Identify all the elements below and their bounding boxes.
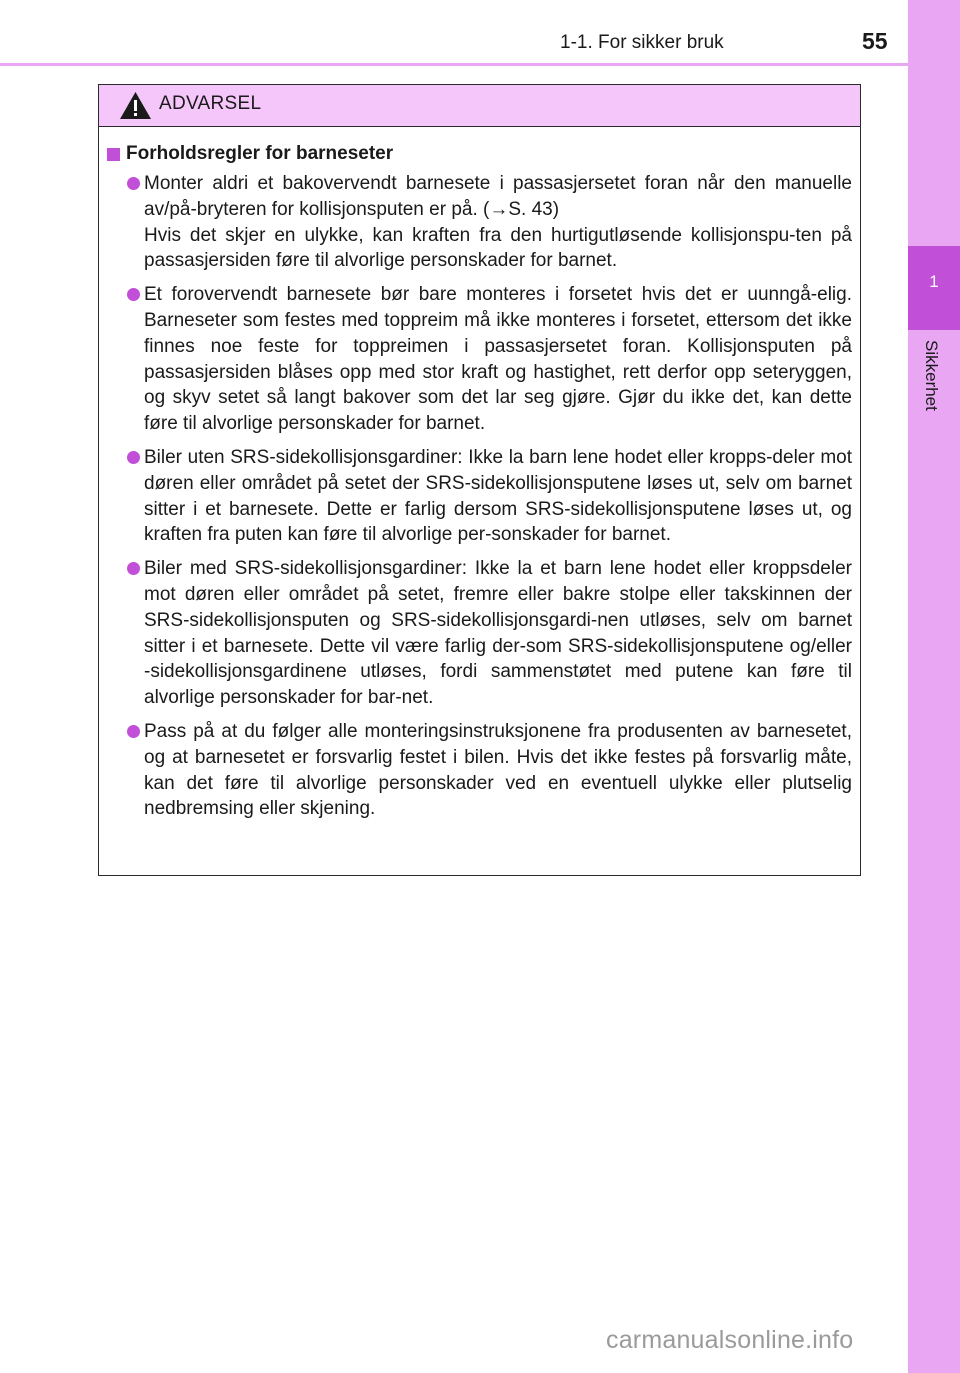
bullet-text: Et forovervendt barnesete bør bare monteres i forsetet hvis det er uunngå-elig. Barneseter som festes med toppreim må ikke monteres i forsetet, ettersom det ikke finnes noe feste for toppreimen i passasjersetet foran. Kollisjonsputen på passasjersiden blåses opp med stor kraft og hastighet, rett derfor opp seteryggen, og skyv setet så langt bakover som det lar seg gjøre. Gjør du ikke det, kan dette føre til alvorlige personskader for barnet.	[144, 284, 852, 435]
section-heading	[107, 143, 852, 165]
side-tab	[908, 0, 960, 1373]
bullet-text: Hvis det skjer en ulykke, kan kraften fra den hurtigutløsende kollisjonspu-ten på passasjersiden føre til alvorlige personskader for barnet.	[144, 224, 852, 272]
list-item	[107, 282, 852, 437]
warning-body	[99, 127, 860, 822]
chapter-number: 1	[908, 246, 960, 330]
warning-box	[98, 84, 861, 876]
bullet-text: Pass på at du følger alle monteringsinstruksjonene fra produsenten av barnesetet, og at barnesetet er forsvarlig festet i bilen. Hvis det ikke festes på forsvarlig måte, kan det føre til alvorlige personskader ved en eventuell ulykke eller plutselig nedbremsing eller skjening.	[144, 720, 852, 820]
bullet-dot-icon	[127, 562, 140, 575]
bullet-dot-icon	[127, 177, 140, 190]
bullet-dot-icon	[127, 725, 140, 738]
section-heading-text: Forholdsregler for barneseter	[126, 143, 394, 164]
warning-header	[99, 85, 860, 127]
section-title: 1-1. For sikker bruk	[560, 32, 724, 53]
bullet-dot-icon	[127, 288, 140, 301]
header-rule	[0, 63, 908, 66]
bullet-text: Biler med SRS-sidekollisjonsgardiner: Ikke la et barn lene hodet eller kroppsdeler mot døren eller området på setet, fremre eller bakre stolpe eller takskinnen der SRS-sidekollisjonsputen og SRS-sidekollisjonsgardi-nen utløses, selv om barnet sitter i et barnesete. Dette vil være farlig der-som SRS-sidekollisjonsputene og/eller -sidekollisjonsgardinene utløses, fordi sammenstøtet med putene kan føre til alvorlige personskader for bar-net.	[144, 558, 852, 709]
warning-title: ADVARSEL	[159, 93, 262, 114]
list-item	[107, 445, 852, 548]
chapter-label: Sikkerhet	[922, 340, 941, 411]
bullet-text: Biler uten SRS-sidekollisjonsgardiner: Ikke la barn lene hodet eller kropps-deler mot døren eller området på setet der SRS-sidekollisjonsputene løses ut, selv om barnet sitter i et barnesete. Dette er farlig dersom SRS-sidekollisjonsputene løses ut, og kraften fra puten kan føre til alvorlige per-sonskader for barnet.	[144, 446, 852, 546]
bullet-text: Monter aldri et bakovervendt barnesete i passasjersetet foran når den manuelle av/på-bryteren for kollisjonsputen er på. (→S. 43)	[144, 173, 852, 220]
list-item	[107, 719, 852, 822]
square-bullet-icon	[107, 148, 120, 161]
watermark: carmanualsonline.info	[606, 1326, 854, 1354]
list-item	[107, 171, 852, 274]
warning-triangle-icon	[119, 91, 152, 120]
list-item	[107, 556, 852, 711]
page-number: 55	[862, 28, 888, 54]
bullet-dot-icon	[127, 451, 140, 464]
